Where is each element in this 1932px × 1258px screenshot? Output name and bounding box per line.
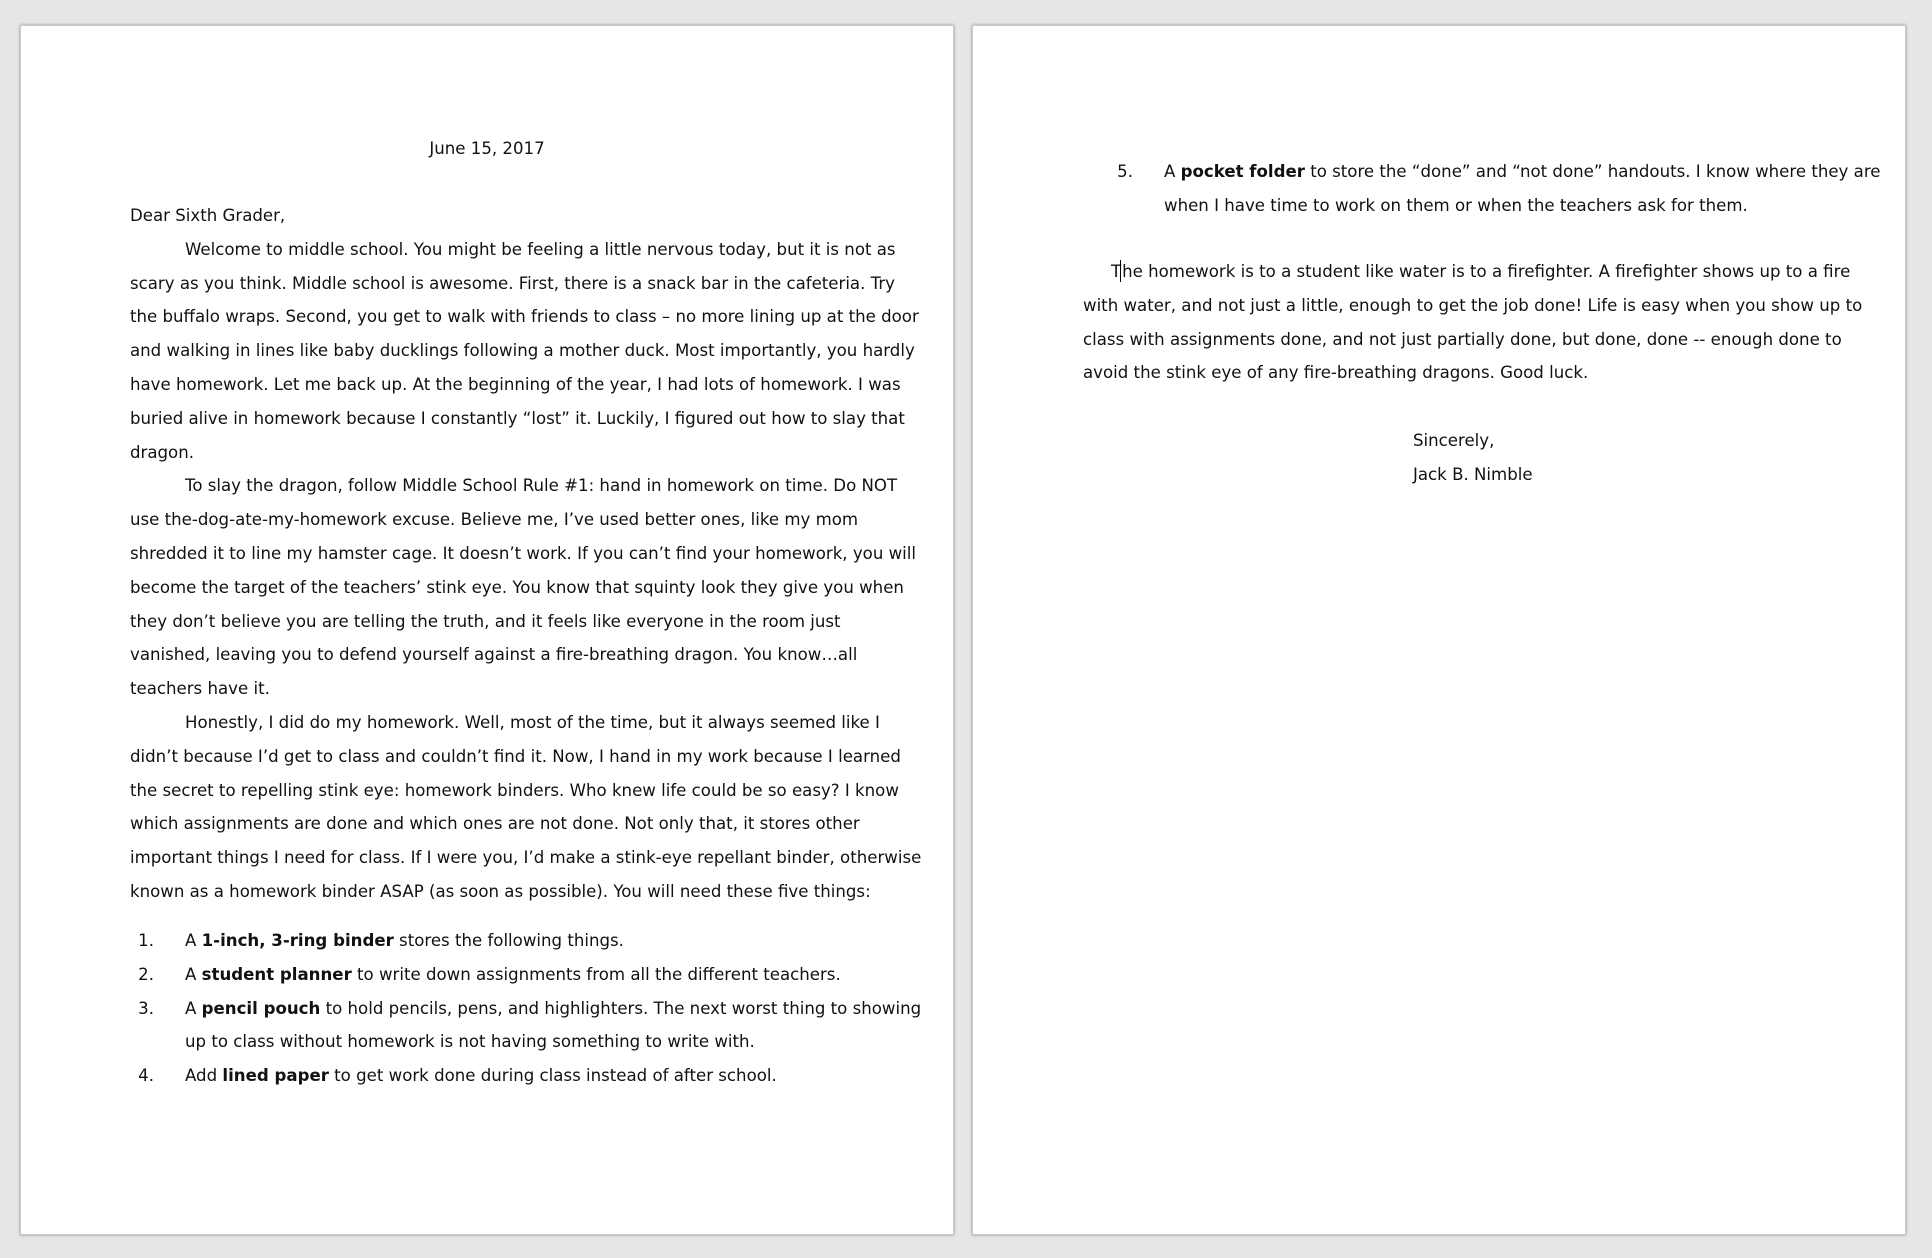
list-item: 2. A student planner to write down assignments from all the different teachers.	[130, 958, 921, 992]
paragraph-line: didn’t because I’d get to class and couldn’t find it. Now, I hand in my work because I learned	[130, 746, 901, 766]
paragraph-line: use the-dog-ate-my-homework excuse. Believe me, I’ve used better ones, like my mom	[130, 510, 859, 530]
paragraph-line: the buffalo wraps. Second, you get to walk with friends to class – no more lining up at the door	[130, 307, 919, 327]
list-number: 1.	[138, 931, 154, 950]
paragraph-line: with water, and not just a little, enough to get the job done! Life is easy when you show up to	[1083, 295, 1863, 315]
paragraph-line: the secret to repelling stink eye: homework binders. Who knew life could be so easy? I know	[130, 780, 899, 800]
salutation: Dear Sixth Grader,	[130, 206, 286, 225]
letter-closing	[1413, 424, 1533, 492]
closing-text: Sincerely,	[1413, 431, 1495, 450]
paragraph-line: avoid the stink eye of any fire-breathing dragons. Good luck.	[1083, 363, 1589, 383]
list-number: 5.	[1117, 162, 1133, 181]
list-item-bold: lined paper	[222, 1066, 329, 1086]
paragraph-line: and walking in lines like baby ducklings following a mother duck. Most importantly, you hardly	[130, 341, 915, 361]
text-cursor	[1120, 260, 1121, 282]
paragraph-line: they don’t believe you are telling the truth, and it feels like everyone in the room just	[130, 611, 841, 631]
list-item-bold: pocket folder	[1180, 162, 1305, 181]
numbered-list	[130, 924, 921, 1093]
paragraph-line: Honestly, I did do my homework. Well, most of the time, but it always seemed like I	[185, 712, 880, 732]
letter-body[interactable]	[130, 199, 921, 909]
paragraph-line: To slay the dragon, follow Middle School Rule #1: hand in homework on time. Do NOT	[185, 476, 898, 496]
list-item-bold: pencil pouch	[201, 998, 321, 1018]
document-page-1	[20, 25, 954, 1235]
closing-paragraph[interactable]	[1083, 255, 1862, 390]
signature-name: Jack B. Nimble	[1413, 464, 1533, 484]
list-item: 4. Add lined paper to get work done during class instead of after school.	[130, 1059, 921, 1093]
document-page-2	[972, 25, 1906, 1235]
paragraph-line: shredded it to line my hamster cage. It doesn’t work. If you can’t find your homework, you will	[130, 543, 917, 563]
paragraph-line: teachers have it.	[130, 679, 270, 699]
paragraph-line: class with assignments done, and not just partially done, but done, done -- enough done to	[1083, 329, 1842, 349]
paragraph-line: dragon.	[130, 442, 195, 462]
list-number: 3.	[138, 998, 154, 1018]
paragraph-line: important things I need for class. If I were you, I’d make a stink-eye repellant binder, otherwise	[130, 848, 922, 868]
list-item: 5. A pocket folder to store the “done” and “not done” handouts. I know where they are when I have time to work on them or when the teachers ask for them.	[1109, 155, 1881, 223]
paragraph-line: vanished, leaving you to defend yourself against a fire-breathing dragon. You know…all	[130, 645, 858, 665]
paragraph-line: buried alive in homework because I constantly “lost” it. Luckily, I figured out how to slay that	[130, 408, 905, 428]
numbered-list	[1109, 155, 1881, 223]
paragraph-line: known as a homework binder ASAP (as soon as possible). You will need these five things:	[130, 881, 871, 901]
paragraph-line: Welcome to middle school. You might be feeling a little nervous today, but it is not as	[185, 239, 896, 259]
letter-date: June 15, 2017	[429, 139, 545, 158]
list-item: 1. A 1-inch, 3-ring binder stores the following things.	[130, 924, 921, 958]
paragraph-line: scary as you think. Middle school is awesome. First, there is a snack bar in the cafeteria. Try	[130, 273, 895, 293]
list-number: 4.	[138, 1066, 154, 1086]
paragraph-line: become the target of the teachers’ stink eye. You know that squinty look they give you when	[130, 577, 904, 597]
paragraph-line: have homework. Let me back up. At the beginning of the year, I had lots of homework. I was	[130, 374, 901, 394]
list-item: 3. A pencil pouch to hold pencils, pens, and highlighters. The next worst thing to showing up to class without homework is not having something to write with.	[130, 992, 921, 1060]
list-item-bold: 1-inch, 3-ring binder	[201, 931, 394, 950]
paragraph-line: The homework is to a student like water is to a firefighter. A firefighter shows up to a fire	[1111, 262, 1851, 281]
list-number: 2.	[138, 964, 154, 984]
paragraph-line: which assignments are done and which ones are not done. Not only that, it stores other	[130, 814, 860, 834]
list-item-bold: student planner	[201, 964, 352, 984]
